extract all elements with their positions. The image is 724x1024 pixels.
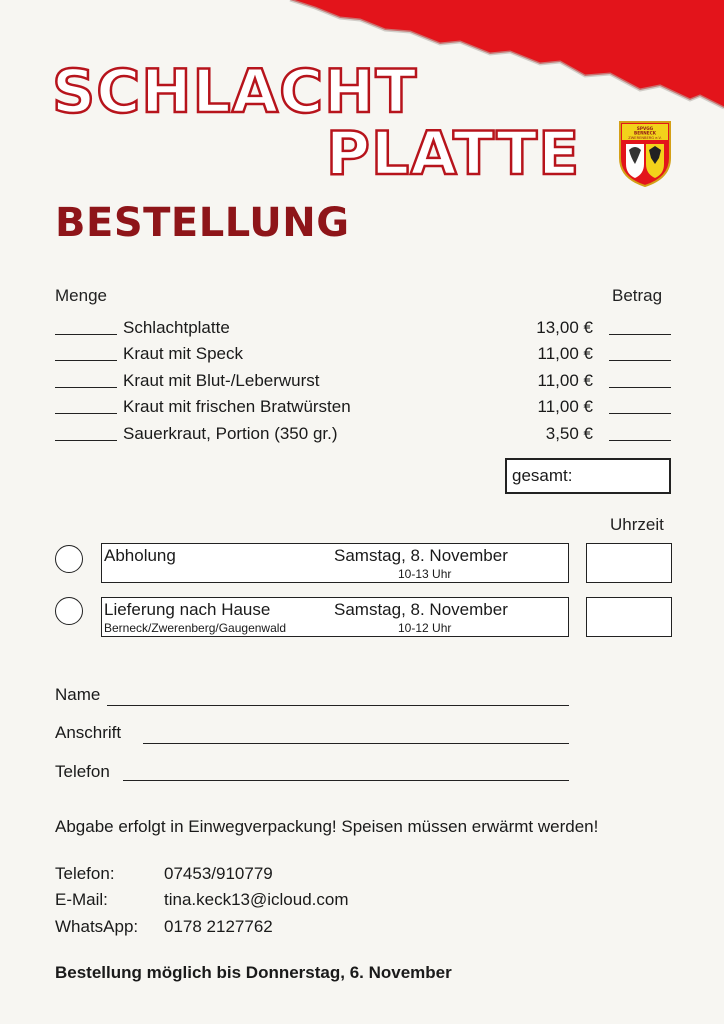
- order-deadline: Bestellung möglich bis Donnerstag, 6. November: [55, 963, 452, 982]
- item-name: Kraut mit Blut-/Leberwurst: [123, 371, 320, 390]
- svg-text:BERNECK: BERNECK: [634, 130, 656, 136]
- total-field[interactable]: [505, 458, 671, 494]
- item-price: 11,00 €: [537, 371, 593, 390]
- contact-phone-label: Telefon:: [55, 864, 115, 883]
- amount-blank[interactable]: [609, 413, 671, 414]
- contact-email: tina.keck13@icloud.com: [164, 890, 349, 909]
- order-row: [55, 424, 671, 448]
- delivery-hours: 10-12 Uhr: [398, 621, 452, 635]
- pickup-date: Samstag, 8. November: [334, 546, 508, 565]
- delivery-time-field[interactable]: [586, 597, 672, 637]
- contact-whatsapp-label: WhatsApp:: [55, 917, 139, 936]
- delivery-option-box: [101, 597, 569, 637]
- time-header: Uhrzeit: [610, 515, 664, 534]
- delivery-area: Berneck/Zwerenberg/Gaugenwald: [104, 621, 287, 635]
- amount-blank[interactable]: [609, 440, 671, 441]
- contact-phone: 07453/910779: [164, 864, 273, 883]
- item-name: Sauerkraut, Portion (350 gr.): [123, 424, 338, 443]
- item-name: Kraut mit frischen Bratwürsten: [123, 397, 351, 416]
- phone-field[interactable]: [123, 780, 569, 781]
- name-label: Name: [55, 685, 101, 704]
- amount-blank[interactable]: [609, 360, 671, 361]
- order-row: [55, 371, 671, 395]
- item-price: 13,00 €: [536, 318, 593, 337]
- pickup-label: Abholung: [104, 546, 176, 565]
- amount-blank[interactable]: [609, 334, 671, 335]
- order-row: [55, 318, 671, 342]
- address-label: Anschrift: [55, 723, 122, 742]
- delivery-label: Lieferung nach Hause: [104, 600, 271, 619]
- svg-text:ZWERENBERG e.V.: ZWERENBERG e.V.: [628, 136, 662, 140]
- delivery-radio[interactable]: [55, 597, 83, 625]
- pickup-radio[interactable]: [55, 545, 83, 573]
- pickup-hours: 10-13 Uhr: [398, 567, 452, 581]
- name-field[interactable]: [107, 705, 569, 706]
- order-heading: BESTELLUNG: [55, 200, 350, 246]
- packaging-note: Abgabe erfolgt in Einwegverpackung! Speisen müssen erwärmt werden!: [55, 817, 599, 836]
- contact-email-label: E-Mail:: [55, 890, 108, 909]
- amount-header: Betrag: [612, 286, 663, 305]
- quantity-header: Menge: [55, 286, 107, 305]
- order-row: [55, 344, 671, 368]
- quantity-blank[interactable]: [55, 334, 117, 335]
- club-logo-icon: [618, 120, 672, 188]
- amount-blank[interactable]: [609, 387, 671, 388]
- item-name: Kraut mit Speck: [123, 344, 243, 363]
- item-price: 3,50 €: [545, 424, 593, 443]
- item-price: 11,00 €: [537, 397, 593, 416]
- title-line-2: PLATTE: [326, 119, 581, 189]
- item-price: 11,00 €: [537, 344, 593, 363]
- phone-label: Telefon: [55, 762, 110, 781]
- delivery-date: Samstag, 8. November: [334, 600, 508, 619]
- item-name: Schlachtplatte: [123, 318, 230, 337]
- quantity-blank[interactable]: [55, 413, 117, 414]
- total-label: gesamt:: [512, 466, 573, 485]
- svg-text:SPVGG: SPVGG: [636, 126, 654, 131]
- quantity-blank[interactable]: [55, 440, 117, 441]
- quantity-blank[interactable]: [55, 387, 117, 388]
- pickup-option-box: [101, 543, 569, 583]
- pickup-time-field[interactable]: [586, 543, 672, 583]
- quantity-blank[interactable]: [55, 360, 117, 361]
- order-row: [55, 397, 671, 421]
- contact-whatsapp: 0178 2127762: [164, 917, 273, 936]
- title-line-1: SCHLACHT: [52, 57, 418, 127]
- address-field[interactable]: [143, 743, 569, 744]
